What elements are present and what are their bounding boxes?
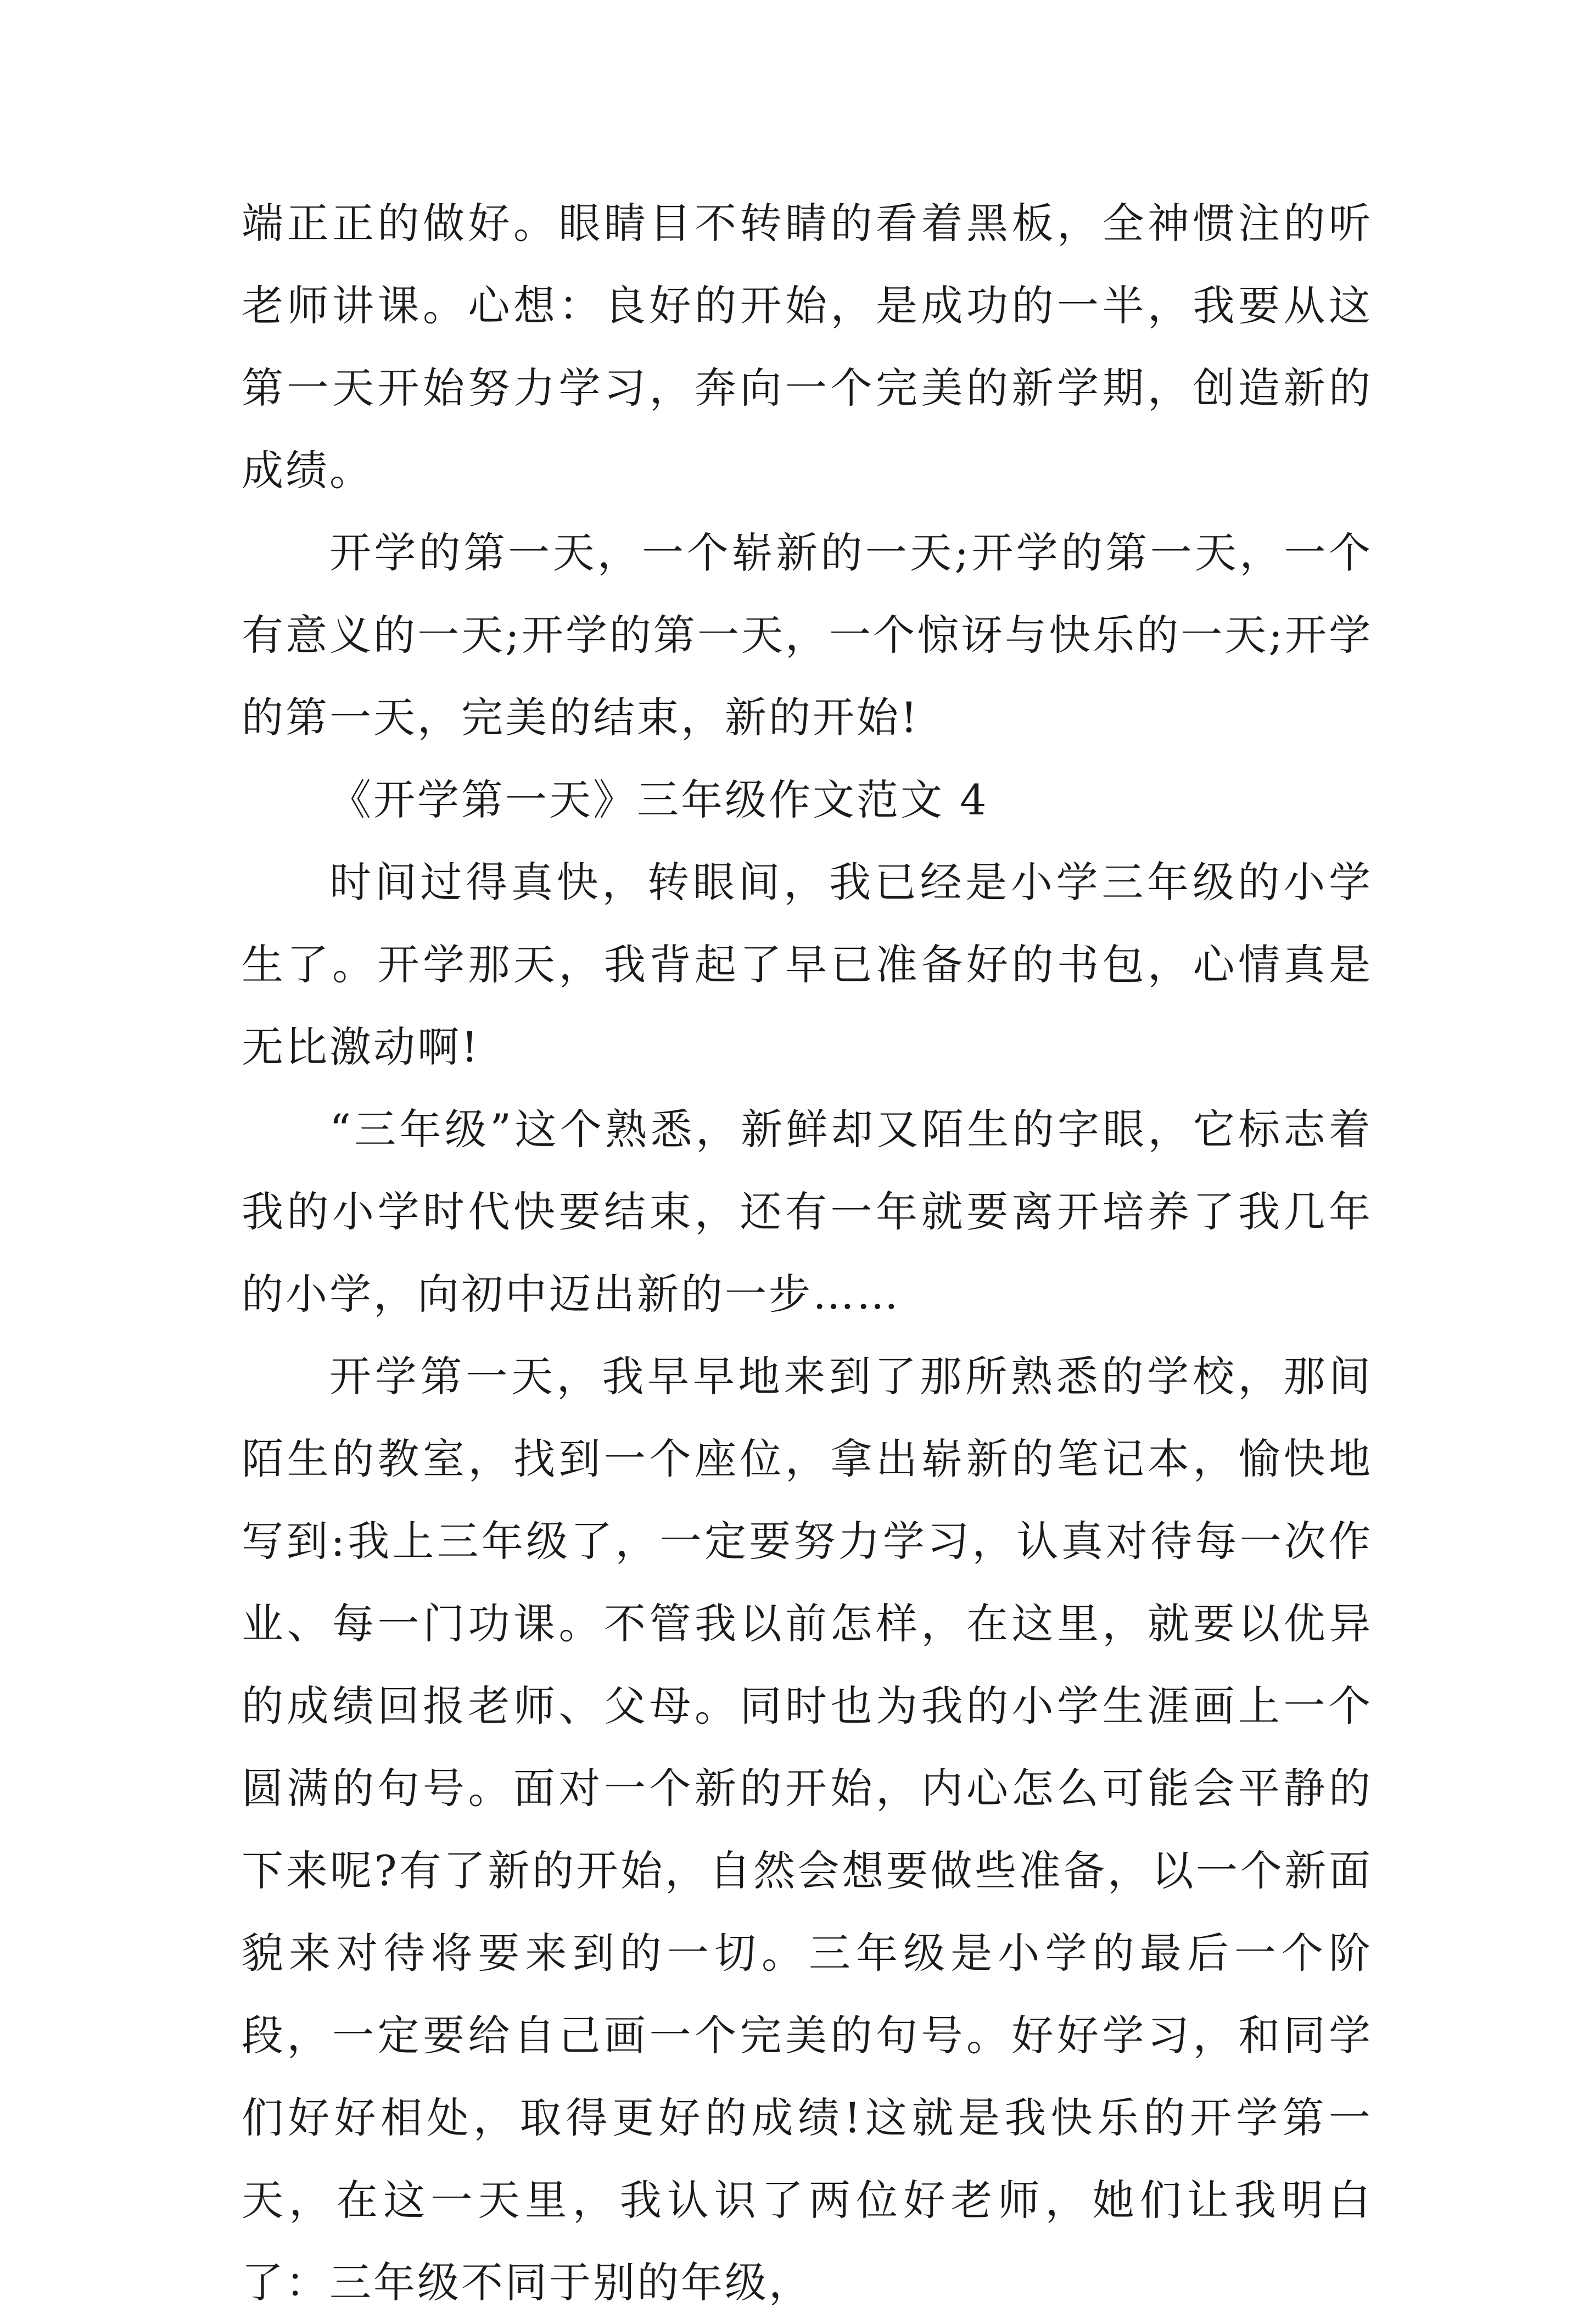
paragraph-1: 端正正的做好。眼睛目不转睛的看着黑板，全神惯注的听老师讲课。心想：良好的开始，是成功的一半，我要从这第一天开始努力学习，奔向一个完美的新学期，创造新的成绩。 bbox=[242, 199, 1373, 495]
paragraph-5: 开学第一天，我早早地来到了那所熟悉的学校，那间陌生的教室，找到一个座位，拿出崭新的笔记本，愉快地写到:我上三年级了，一定要努力学习，认真对待每一次作业、每一门功课。不管我以前怎样，在这里，就要以优异的成绩回报老师、父母。同时也为我的小学生涯画上一个圆满的句号。面对一个新的开始，内心怎么可能会平静的下来呢?有了新的开始，自然会想要做些准备，以一个新面貌来对待将要来到的一切。三年级是小学的最后一个阶段，一定要给自己画一个完美的句号。好好学习，和同学们好好相处，取得更好的成绩!这就是我快乐的开学第一天，在这一天里，我认识了两位好老师，她们让我明白了：三年级不同于别的年级， bbox=[242, 1352, 1373, 2307]
paragraph-3: 时间过得真快，转眼间，我已经是小学三年级的小学生了。开学那天，我背起了早已准备好的书包，心情真是无比激动啊! bbox=[242, 858, 1373, 1071]
paragraph-2: 开学的第一天，一个崭新的一天;开学的第一天，一个有意义的一天;开学的第一天，一个惊讶与快乐的一天;开学的第一天，完美的结束，新的开始! bbox=[242, 528, 1373, 742]
paragraph-4: “三年级”这个熟悉，新鲜却又陌生的字眼，它标志着我的小学时代快要结束，还有一年就要离开培养了我几年的小学，向初中迈出新的一步…… bbox=[242, 1105, 1373, 1319]
essay-heading: 《开学第一天》三年级作文范文 4 bbox=[329, 775, 989, 824]
document-body bbox=[242, 182, 1373, 2324]
